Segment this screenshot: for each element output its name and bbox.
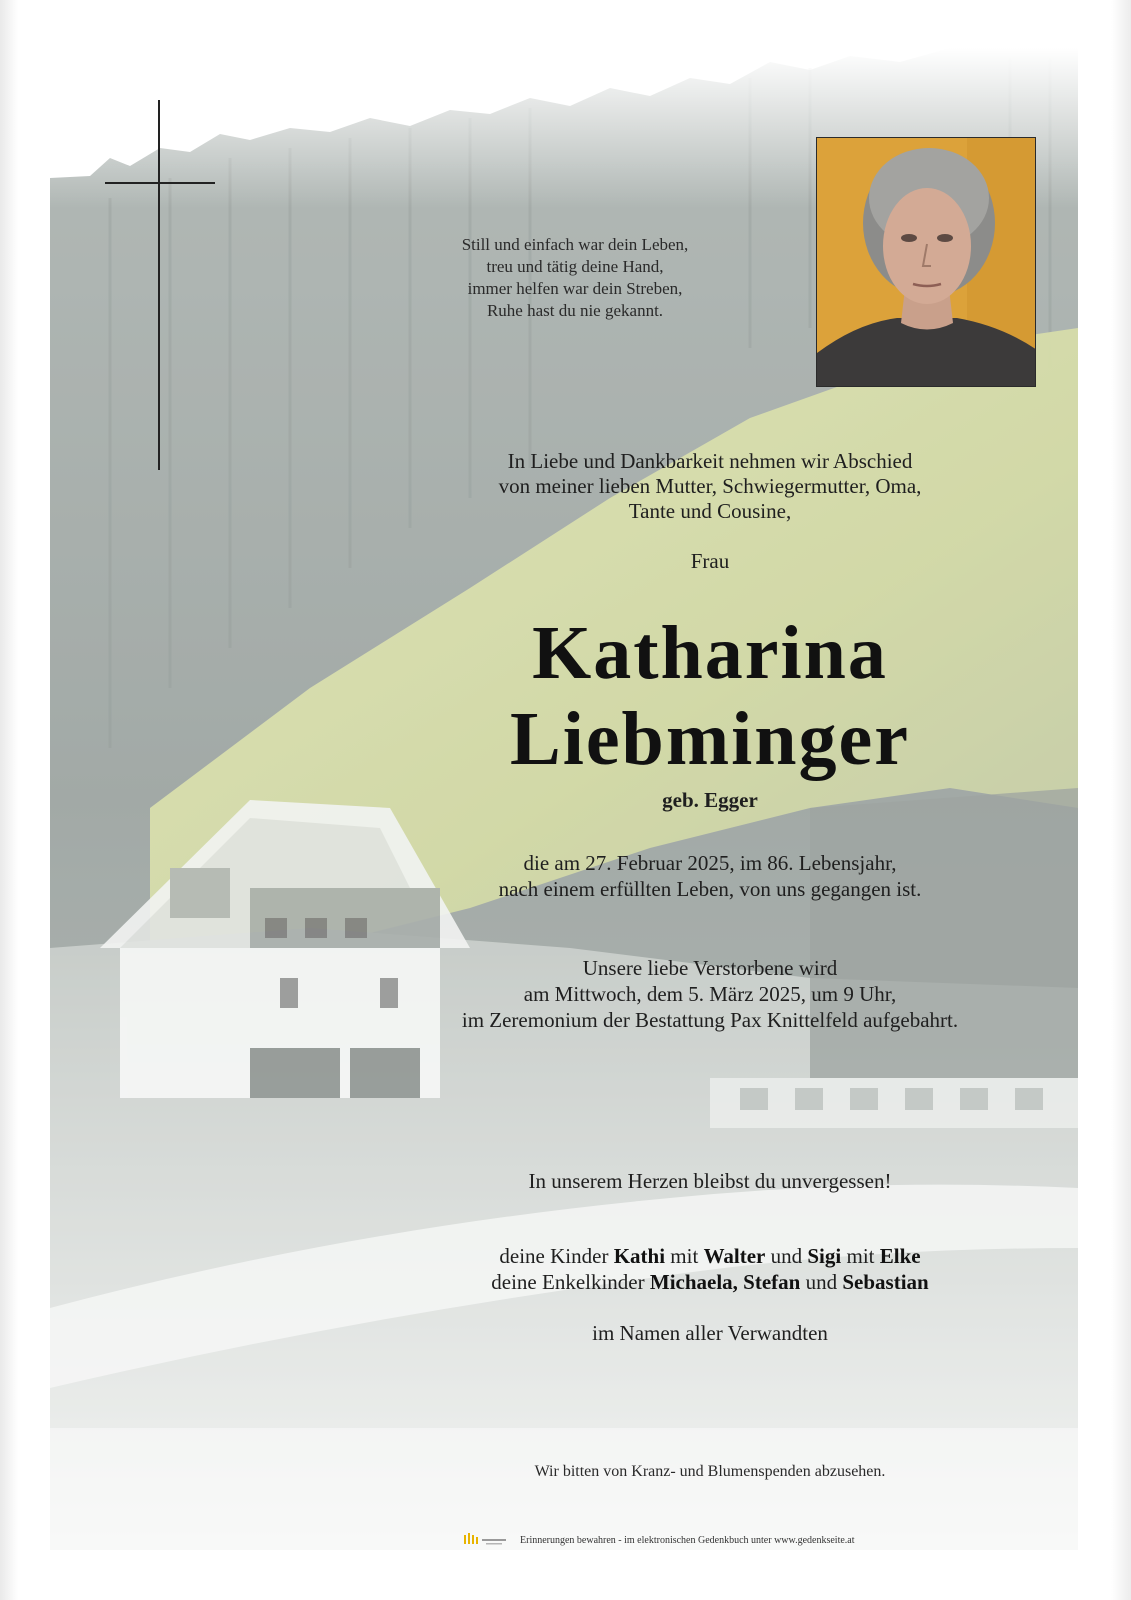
portrait-photo (816, 137, 1036, 387)
grandchildren-line: deine Enkelkinder Michaela, Stefan und Sebastian (491, 1270, 929, 1294)
poem-line: treu und tätig deine Hand, (486, 257, 664, 276)
poem-line: immer helfen war dein Streben, (467, 279, 683, 298)
funeral-line: am Mittwoch, dem 5. März 2025, um 9 Uhr, (523, 982, 897, 1006)
child-name: Sigi (807, 1244, 842, 1268)
death-line: nach einem erfüllten Leben, von uns gegangen ist. (498, 877, 922, 901)
death-notice (380, 850, 1040, 902)
memorial-poem (395, 234, 755, 322)
memorial-motto: In unserem Herzen bleibst du unvergessen! (528, 1169, 892, 1193)
child-name: Kathi (613, 1244, 666, 1268)
death-line: die am 27. Februar 2025, im 86. Lebensjahr, (523, 851, 897, 875)
funeral-home-logo-icon (462, 1532, 508, 1548)
funeral-line: Unsere liebe Verstorbene wird (582, 956, 838, 980)
deceased-name (380, 610, 1040, 782)
relatives-line: im Namen aller Verwandten (592, 1321, 828, 1345)
cross-symbol-horizontal (105, 182, 215, 184)
first-name: Katharina (532, 611, 888, 695)
last-name: Liebminger (510, 697, 910, 781)
grandchild-names: Michaela, Stefan (649, 1270, 801, 1294)
partner-name: Walter (703, 1244, 766, 1268)
poem-line: Ruhe hast du nie gekannt. (486, 301, 664, 320)
partner-name: Elke (879, 1244, 921, 1268)
funeral-info (380, 955, 1040, 1033)
family-mourners (380, 1243, 1040, 1295)
birth-name: geb. Egger (662, 788, 758, 812)
farewell-intro (380, 449, 1040, 524)
salutation: Frau (690, 549, 730, 573)
footer-text: Erinnerungen bewahren - im elektronischen Gedenkbuch unter www.gedenkseite.at (520, 1534, 855, 1546)
intro-line: von meiner lieben Mutter, Schwiegermutter, Oma, (498, 474, 922, 498)
intro-line: In Liebe und Dankbarkeit nehmen wir Abschied (507, 449, 913, 473)
children-line: deine Kinder Kathi mit Walter und Sigi mit Elke (499, 1244, 921, 1268)
grandchild-name: Sebastian (842, 1270, 929, 1294)
cross-symbol-vertical (158, 100, 160, 470)
donation-request: Wir bitten von Kranz- und Blumenspenden abzusehen. (534, 1463, 886, 1480)
funeral-line: im Zeremonium der Bestattung Pax Knittelfeld aufgebahrt. (461, 1008, 959, 1032)
poem-line: Still und einfach war dein Leben, (461, 235, 689, 254)
footer (462, 1531, 855, 1549)
intro-line: Tante und Cousine, (628, 499, 792, 523)
